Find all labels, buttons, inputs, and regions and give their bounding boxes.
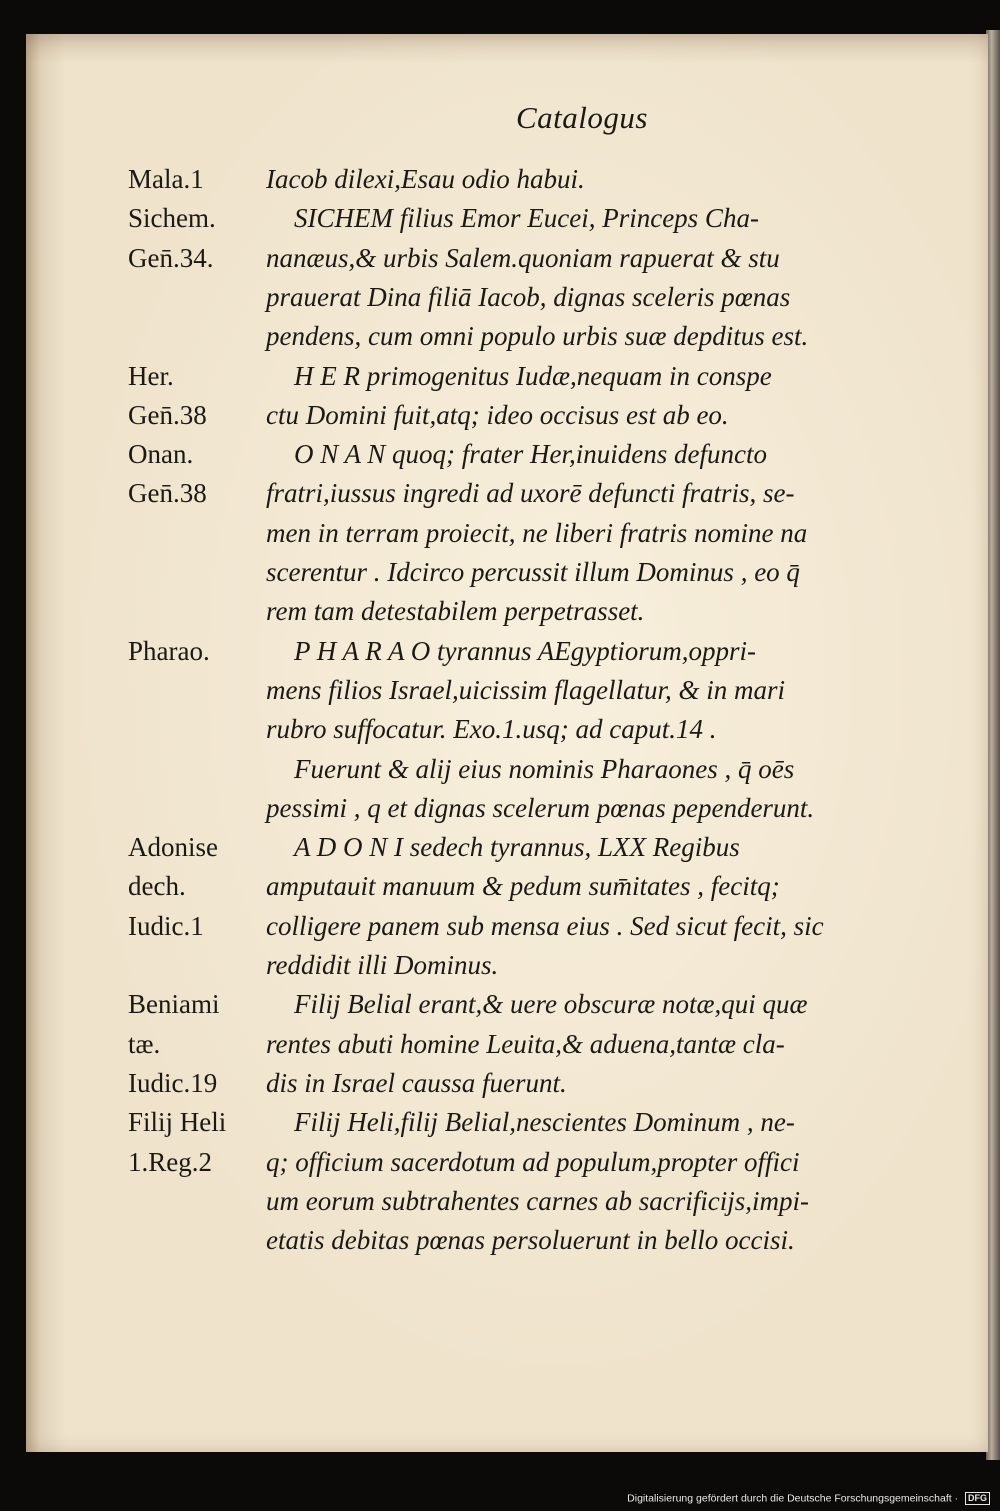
body-line: men in terram proiecit, ne liberi fratris nomine na (266, 517, 808, 548)
margin-reference: Her. (128, 360, 174, 391)
running-header: Catalogus (516, 100, 648, 135)
margin-reference: tæ. (128, 1028, 161, 1059)
body-line: prauerat Dina filiā Iacob, dignas sceleris pœnas (266, 281, 791, 312)
body-line: Fuerunt & alij eius nominis Pharaones , q̄ oēs (294, 753, 795, 784)
margin-reference: Beniami (128, 989, 220, 1020)
body-line: rentes abuti homine Leuita,& aduena,tantæ cla- (266, 1028, 785, 1059)
text-row (26, 317, 988, 355)
text-row (26, 710, 988, 748)
margin-reference: Filij Heli (128, 1107, 227, 1138)
text-row (26, 632, 988, 670)
body-line: mens filios Israel,uicissim flagellatur, & in mari (266, 674, 786, 705)
text-row (26, 239, 988, 277)
body-line: nanæus,& urbis Salem.quoniam rapuerat & stu (266, 242, 780, 273)
body-line: fratri,iussus ingredi ad uxorē defuncti fratris, se- (266, 478, 795, 509)
body-line: Filij Heli,filij Belial,nescientes Dominum , ne- (294, 1107, 795, 1138)
margin-reference: dech. (128, 871, 186, 902)
text-row (26, 671, 988, 709)
margin-reference: Sichem. (128, 203, 216, 234)
text-row (26, 1025, 988, 1063)
text-row (26, 907, 988, 945)
margin-reference: Mala.1 (128, 164, 204, 194)
text-row (26, 396, 988, 434)
text-row (26, 160, 988, 198)
text-row (26, 199, 988, 237)
footer-credit-text: Digitalisierung gefördert durch die Deutsche Forschungsgemeinschaft · (627, 1492, 959, 1505)
body-line: ctu Domini fuit,atq; ideo occisus est ab eo. (266, 399, 729, 430)
body-line: pendens, cum omni populo urbis suæ depditus est. (266, 321, 809, 352)
text-row (26, 985, 988, 1023)
margin-reference: 1.Reg.2 (128, 1146, 212, 1177)
body-line: SICHEM filius Emor Eucei, Princeps Cha- (294, 203, 759, 234)
body-line: amputauit manuum & pedum sum̄itates , fecitq; (266, 871, 780, 902)
text-row (26, 1143, 988, 1181)
body-line: Iacob dilexi,Esau odio habui. (266, 164, 585, 194)
text-row (26, 435, 988, 473)
body-line: reddidit illi Dominus. (266, 950, 499, 980)
body-line: A D O N I sedech tyrannus, LXX Regibus (294, 832, 740, 863)
book-page (26, 34, 988, 1452)
margin-reference: Gen̄.38 (128, 478, 207, 509)
page-edge (986, 30, 1000, 1460)
text-row (26, 867, 988, 905)
text-row (26, 357, 988, 395)
body-line: pessimi , q et dignas scelerum pœnas pependerunt. (266, 792, 815, 823)
text-row (26, 474, 988, 512)
text-row (26, 1103, 988, 1141)
body-line: O N A N quoq; frater Her,inuidens defuncto (294, 439, 767, 470)
body-line: etatis debitas pœnas persoluerunt in bello occisi. (266, 1225, 795, 1256)
margin-reference: Pharao. (128, 635, 210, 666)
text-row (26, 1182, 988, 1220)
body-line: rubro suffocatur. Exo.1.usq; ad caput.14 . (266, 714, 717, 745)
text-row (26, 750, 988, 788)
text-row (26, 946, 988, 984)
body-line: H E R primogenitus Iudæ,nequam in conspe (294, 360, 772, 391)
text-row (26, 514, 988, 552)
margin-reference: Iudic.19 (128, 1067, 218, 1098)
body-line: colligere panem sub mensa eius . Sed sicut fecit, sic (266, 910, 824, 941)
margin-reference: Gen̄.34. (128, 242, 214, 273)
text-row (26, 592, 988, 630)
margin-reference: Iudic.1 (128, 910, 204, 941)
body-line: Filij Belial erant,& uere obscuræ notæ,qui quæ (294, 989, 808, 1020)
body-line: scerentur . Idcirco percussit illum Dominus , eo q̄ (266, 557, 800, 587)
margin-reference: Onan. (128, 439, 194, 470)
dfg-logo: DFG (965, 1492, 990, 1505)
body-line: rem tam detestabilem perpetrasset. (266, 596, 645, 627)
margin-reference: Adonise (128, 832, 218, 863)
text-row (26, 1221, 988, 1259)
body-line: dis in Israel caussa fuerunt. (266, 1067, 567, 1098)
text-row (26, 278, 988, 316)
text-row (26, 789, 988, 827)
text-row (26, 1064, 988, 1102)
margin-reference: Gen̄.38 (128, 399, 207, 430)
text-row (26, 828, 988, 866)
text-row (26, 553, 988, 591)
body-line: q; officium sacerdotum ad populum,propter offici (266, 1146, 800, 1177)
footer-credit (627, 1492, 990, 1505)
body-line: um eorum subtrahentes carnes ab sacrificijs,impi- (266, 1185, 809, 1216)
body-line: P H A R A O tyrannus AEgyptiorum,oppri- (294, 635, 757, 666)
